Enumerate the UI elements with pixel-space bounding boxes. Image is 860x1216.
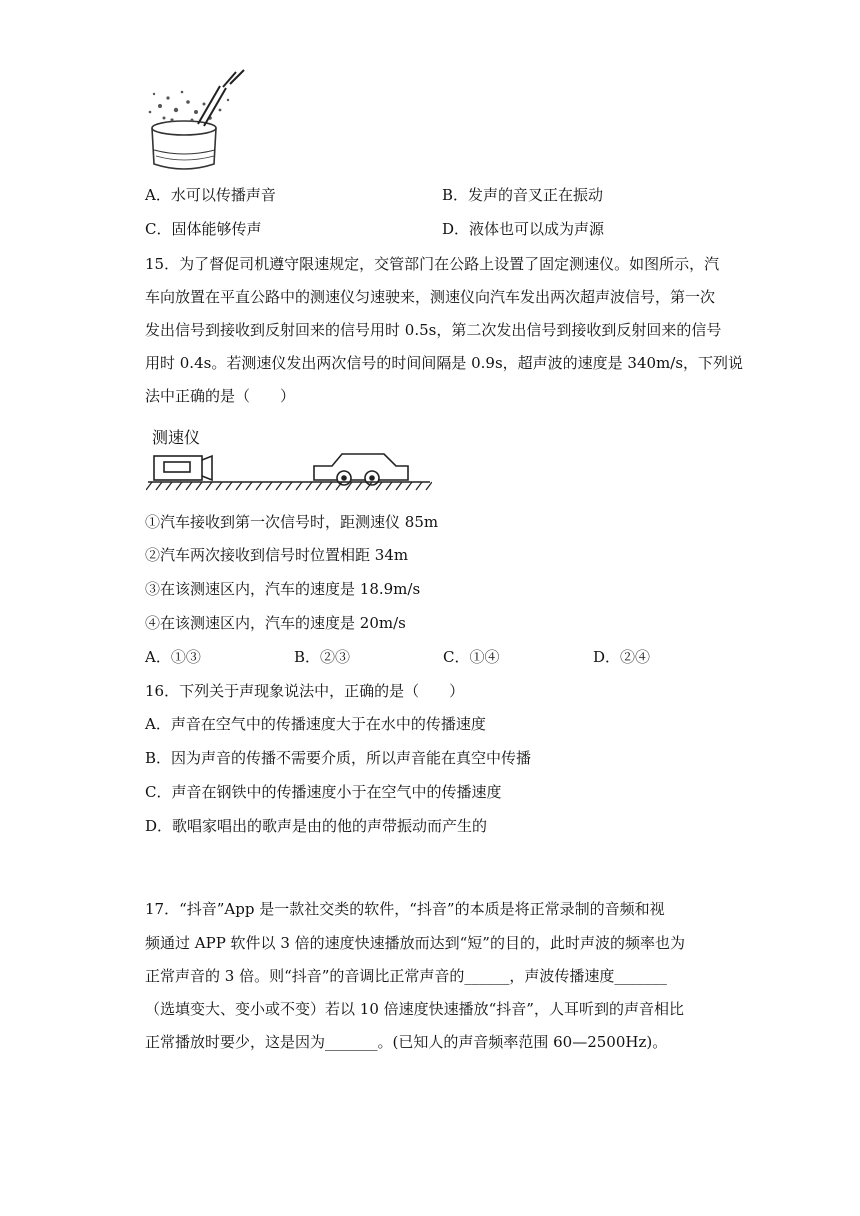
q14-option-a[interactable]: A．水可以传播声音 (145, 186, 276, 204)
q15-stem-line: 用时 0.4s。若测速仪发出两次信号的时间间隔是 0.9s，超声波的速度是 340m/s，下列说 (145, 354, 744, 372)
water-splash-icon (149, 91, 230, 122)
tuning-fork-water-figure (140, 64, 252, 176)
speed-detector-label: 测速仪 (152, 428, 201, 447)
q15-statement-4: ④在该测速区内，汽车的速度是 20m/s (145, 614, 406, 632)
q15-stem-line: 车向放置在平直公路中的测速仪匀速驶来，测速仪向汽车发出两次超声波信号，第一次 (145, 288, 716, 306)
q14-option-c[interactable]: C．固体能够传声 (145, 220, 262, 238)
q15-statement-1: ①汽车接收到第一次信号时，距测速仪 85m (145, 513, 439, 531)
q15-stem-line: 法中正确的是（ ） (145, 387, 296, 405)
q17-stem-line: 正常声音的 3 倍。则“抖音”的音调比正常声音的______，声波传播速度_______ (145, 967, 667, 985)
q17-stem-line: 频通过 APP 软件以 3 倍的速度快速播放而达到“短”的目的，此时声波的频率也为 (145, 934, 685, 952)
tuning-fork-icon (198, 70, 244, 126)
q15-option-d[interactable]: D．②④ (593, 648, 651, 666)
q15-stem-line: 发出信号到接收到反射回来的信号用时 0.5s，第二次发出信号到接收到反射回来的信号 (145, 321, 722, 339)
road-ground-icon (146, 482, 432, 490)
q16-option-d[interactable]: D．歌唱家唱出的歌声是由的他的声带振动而产生的 (145, 817, 488, 835)
q14-option-b[interactable]: B．发声的音叉正在振动 (442, 186, 604, 204)
q15-option-b[interactable]: B．②③ (294, 648, 351, 666)
q16-stem: 16．下列关于声现象说法中，正确的是（ ） (145, 682, 465, 700)
basin-icon (152, 121, 216, 169)
car-icon (314, 454, 408, 485)
q17-stem-line: 正常播放时要少，这是因为_______。(已知人的声音频率范围 60—2500Hz)。 (145, 1033, 668, 1051)
q16-option-a[interactable]: A．声音在空气中的传播速度大于在水中的传播速度 (145, 715, 486, 733)
q14-option-d[interactable]: D．液体也可以成为声源 (442, 220, 605, 238)
q15-statement-2: ②汽车两次接收到信号时位置相距 34m (145, 546, 409, 564)
q17-stem-line: （选填变大、变小或不变）若以 10 倍速度快速播放“抖音”，人耳听到的声音相比 (145, 1000, 684, 1018)
q15-option-c[interactable]: C．①④ (443, 648, 500, 666)
q15-stem-line: 15．为了督促司机遵守限速规定，交管部门在公路上设置了固定测速仪。如图所示，汽 (145, 255, 720, 273)
speed-detector-figure (146, 452, 432, 494)
q15-option-a[interactable]: A．①③ (145, 648, 201, 666)
q15-statement-3: ③在该测速区内，汽车的速度是 18.9m/s (145, 580, 421, 598)
q16-option-b[interactable]: B．因为声音的传播不需要介质，所以声音能在真空中传播 (145, 749, 532, 767)
q16-option-c[interactable]: C．声音在钢铁中的传播速度小于在空气中的传播速度 (145, 783, 502, 801)
q17-stem-line: 17．“抖音”App 是一款社交类的软件，“抖音”的本质是将正常录制的音频和视 (145, 900, 665, 918)
speed-detector-icon (154, 456, 212, 480)
